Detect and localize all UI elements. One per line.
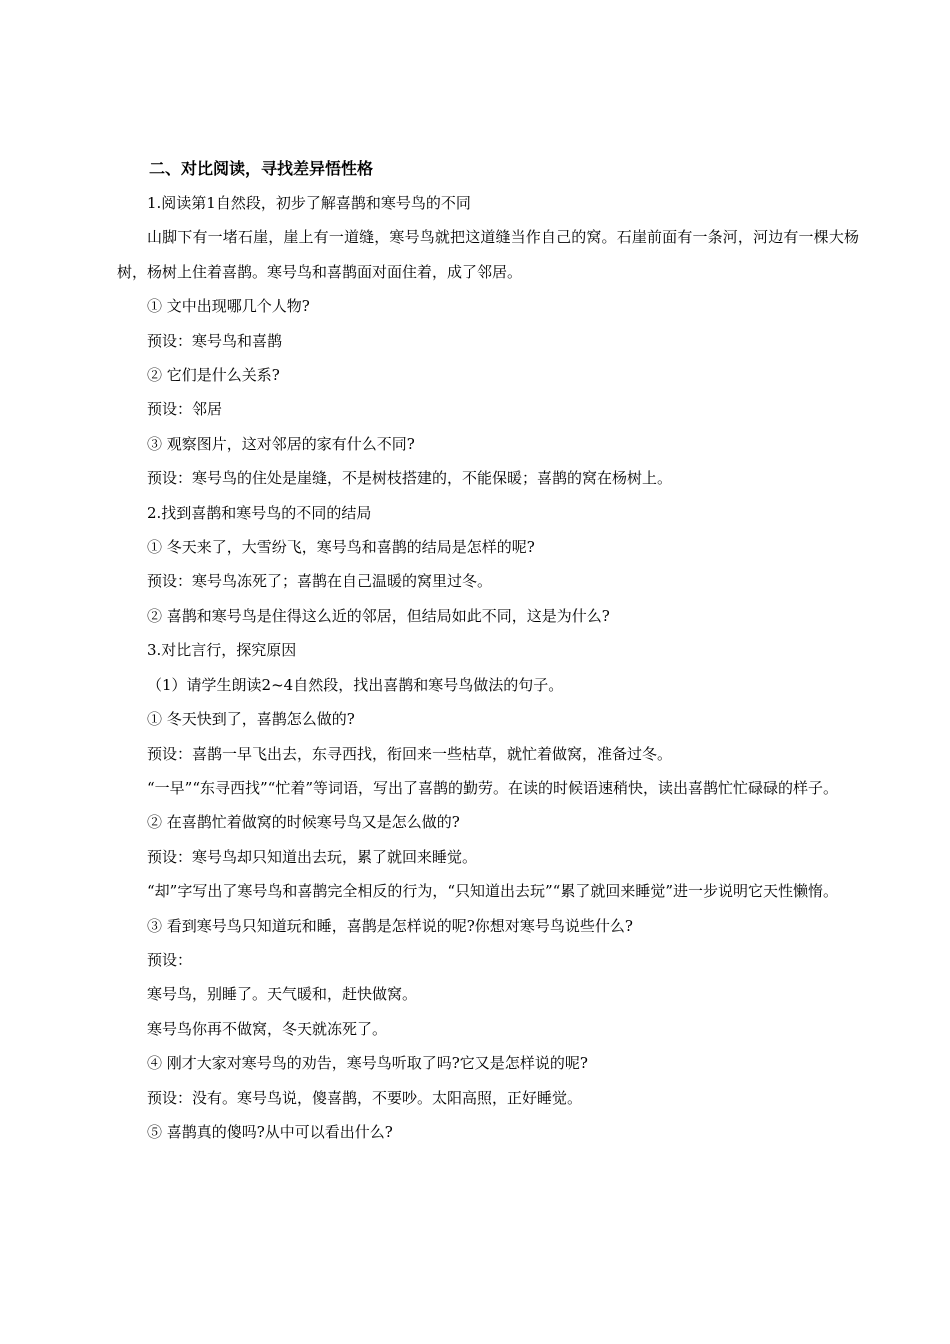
answer-line: 预设：寒号鸟冻死了；喜鹊在自己温暖的窝里过冬。	[147, 572, 493, 591]
question-line: ① 文中出现哪几个人物?	[147, 297, 310, 316]
answer-line: 预设：没有。寒号鸟说，傻喜鹊，不要吵。太阳高照，正好睡觉。	[147, 1088, 583, 1107]
answer-line: 预设：寒号鸟和喜鹊	[147, 331, 283, 350]
subsection-title: 3.对比言行，探究原因	[147, 641, 297, 660]
question-line: ② 在喜鹊忙着做窝的时候寒号鸟又是怎么做的?	[147, 813, 460, 832]
instruction-line: （1）请学生朗读2~4自然段，找出喜鹊和寒号鸟做法的句子。	[147, 675, 564, 694]
question-line: ① 冬天快到了，喜鹊怎么做的?	[147, 710, 355, 729]
question-line: ④ 刚才大家对寒号鸟的劝告，寒号鸟听取了吗?它又是怎样说的呢?	[147, 1054, 588, 1073]
section-heading: 二、对比阅读，寻找差异悟性格	[149, 159, 374, 178]
answer-line: 预设：邻居	[147, 400, 223, 419]
question-line: ③ 看到寒号鸟只知道玩和睡，喜鹊是怎样说的呢?你想对寒号鸟说些什么?	[147, 916, 633, 935]
question-line: ① 冬天来了，大雪纷飞，寒号鸟和喜鹊的结局是怎样的呢?	[147, 538, 535, 557]
question-line: ⑤ 喜鹊真的傻吗?从中可以看出什么?	[147, 1122, 393, 1141]
question-line: ③ 观察图片，这对邻居的家有什么不同?	[147, 434, 415, 453]
document-body	[117, 152, 859, 1149]
answer-line: 寒号鸟你再不做窝，冬天就冻死了。	[147, 1019, 388, 1038]
text-excerpt-paragraph: 山脚下有一堵石崖，崖上有一道缝，寒号鸟就把这道缝当作自己的窝。石崖前面有一条河，河边有一棵大杨树，杨树上住着喜鹊。寒号鸟和喜鹊面对面住着，成了邻居。	[117, 228, 859, 281]
answer-line: 预设：寒号鸟却只知道出去玩，累了就回来睡觉。	[147, 847, 478, 866]
analysis-paragraph: “却”字写出了寒号鸟和喜鹊完全相反的行为，“只知道出去玩”“累了就回来睡觉”进一步说明它天性懒惰。	[147, 882, 839, 901]
answer-line: 预设：喜鹊一早飞出去，东寻西找，衔回来一些枯草，就忙着做窝，准备过冬。	[147, 744, 673, 763]
subsection-title: 2.找到喜鹊和寒号鸟的不同的结局	[147, 503, 372, 522]
answer-line: 预设：寒号鸟的住处是崖缝，不是树枝搭建的，不能保暖；喜鹊的窝在杨树上。	[147, 469, 673, 488]
question-line: ② 喜鹊和寒号鸟是住得这么近的邻居，但结局如此不同，这是为什么?	[147, 606, 610, 625]
question-line: ② 它们是什么关系?	[147, 366, 280, 385]
analysis-paragraph: “一早”“东寻西找”“忙着”等词语，写出了喜鹊的勤劳。在读的时候语速稍快，读出喜鹊忙忙碌碌的样子。	[147, 778, 839, 797]
subsection-title: 1.阅读第1自然段，初步了解喜鹊和寒号鸟的不同	[147, 194, 471, 212]
answer-label: 预设：	[147, 950, 193, 969]
answer-line: 寒号鸟，别睡了。天气暖和，赶快做窝。	[147, 985, 418, 1004]
